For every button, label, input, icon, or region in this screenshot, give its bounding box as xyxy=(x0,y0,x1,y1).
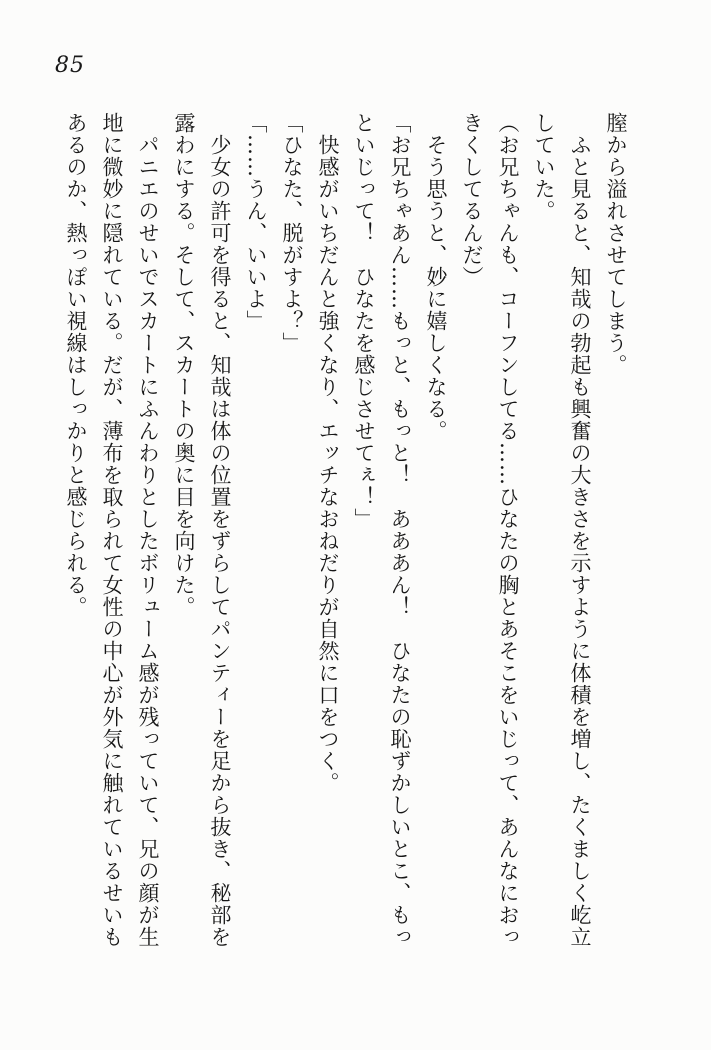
text-line: といじって！ ひなたを感じさせてぇ！」 xyxy=(352,112,376,530)
text-line: 快感がいちだんと強くなり、エッチなおねだりが自然に口をつく。 xyxy=(316,134,340,794)
text-line: 「お兄ちゃあん……もっと、もっと！ あああん！ ひなたの恥ずかしいとこ、もっ xyxy=(388,112,412,948)
page-number: 85 xyxy=(55,53,85,78)
text-line: きくしてるんだ） xyxy=(460,112,484,288)
text-line: 少女の許可を得ると、知哉は体の位置をずらしてパンティーを足から抜き、秘部を xyxy=(208,134,232,948)
text-line: （お兄ちゃんも、コーフンしてる……ひなたの胸とあそこをいじって、あんなにおっ xyxy=(496,112,520,948)
text-line: 「……うん、いいよ」 xyxy=(244,112,268,332)
text-line: ふと見ると、知哉の勃起も興奮の大きさを示すように体積を増し、たくましく屹立 xyxy=(568,134,592,948)
text-line: していた。 xyxy=(532,112,556,222)
text-line: 膣から溢れさせてしまう。 xyxy=(604,112,628,376)
text-block xyxy=(58,112,634,958)
text-line: そう思うと、妙に嬉しくなる。 xyxy=(424,134,448,442)
text-line: パニエのせいでスカートにふんわりとしたボリューム感が残っていて、兄の顔が生 xyxy=(136,134,160,948)
text-line: あるのか、熱っぽい視線はしっかりと感じられる。 xyxy=(64,112,88,618)
text-line: 「ひなた、脱がすよ？」 xyxy=(280,112,304,354)
text-line: 地に微妙に隠れている。だが、薄布を取られて女性の中心が外気に触れているせいも xyxy=(100,112,124,948)
text-line: 露わにする。そして、スカートの奥に目を向けた。 xyxy=(172,112,196,618)
